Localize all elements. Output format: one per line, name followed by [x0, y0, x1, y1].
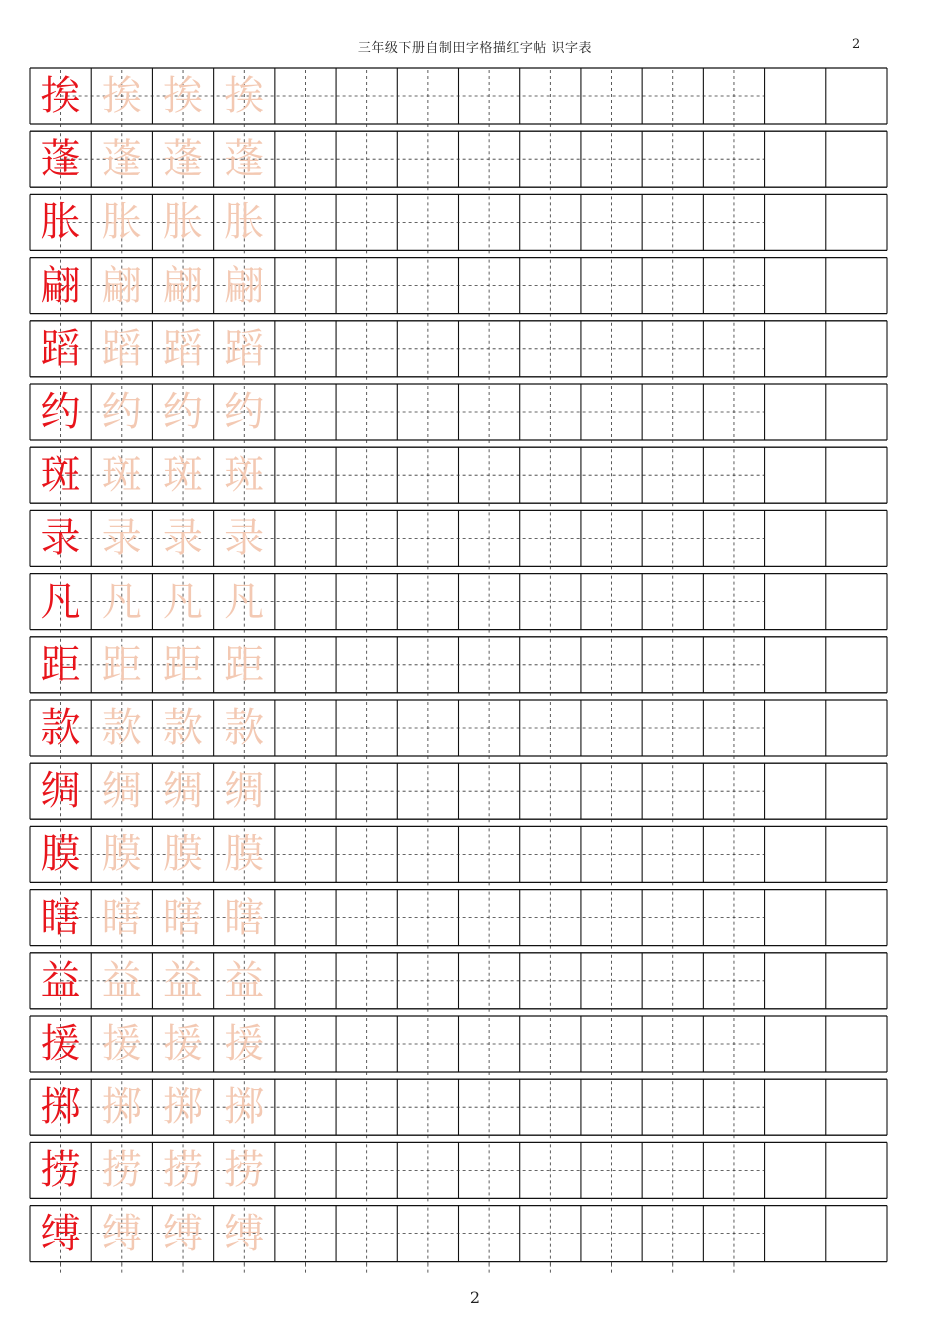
trace-character: 援: [101, 1021, 142, 1067]
trace-character: 蓬: [224, 136, 265, 183]
trace-character: 录: [224, 515, 265, 562]
worksheet-title: 三年级下册自制田字格描红字帖 识字表: [357, 41, 593, 56]
main-character: 挨: [40, 73, 81, 119]
trace-character: 蹈: [162, 325, 203, 372]
trace-character: 蓬: [101, 136, 142, 183]
trace-character: 录: [162, 515, 203, 562]
trace-character: 益: [224, 957, 265, 1004]
trace-character: 款: [224, 705, 265, 751]
trace-character: 款: [101, 705, 142, 751]
main-character: 凡: [40, 578, 81, 625]
trace-character: 膜: [101, 831, 142, 878]
main-character: 捞: [40, 1147, 81, 1194]
trace-character: 翩: [224, 262, 265, 309]
trace-character: 距: [224, 641, 265, 688]
main-character: 录: [40, 515, 81, 562]
trace-character: 挨: [101, 73, 142, 119]
footer-page-number: 2: [469, 1288, 481, 1307]
main-character: 掷: [40, 1084, 81, 1131]
trace-character: 翩: [101, 262, 142, 309]
main-character: 绸: [40, 768, 81, 815]
trace-character: 蹈: [101, 325, 142, 372]
main-character: 缚: [40, 1210, 81, 1257]
trace-character: 捞: [224, 1147, 265, 1194]
trace-character: 掷: [101, 1084, 142, 1131]
trace-character: 凡: [101, 578, 142, 625]
trace-character: 瞎: [224, 894, 265, 941]
trace-character: 胀: [224, 199, 265, 246]
trace-character: 凡: [224, 578, 265, 625]
trace-character: 款: [162, 705, 203, 751]
trace-character: 斑: [162, 452, 203, 499]
trace-character: 胀: [162, 199, 203, 246]
trace-character: 距: [162, 641, 203, 688]
header-page-number: 2: [852, 37, 861, 52]
trace-character: 掷: [162, 1084, 203, 1131]
trace-character: 绸: [162, 768, 203, 815]
main-character: 蹈: [40, 325, 81, 372]
trace-character: 挨: [224, 73, 265, 119]
trace-character: 缚: [224, 1210, 265, 1257]
trace-character: 约: [162, 389, 203, 435]
trace-character: 膜: [162, 831, 203, 878]
trace-character: 翩: [162, 262, 203, 309]
main-character: 援: [40, 1021, 81, 1067]
trace-character: 捞: [101, 1147, 142, 1194]
trace-character: 凡: [162, 578, 203, 625]
main-character: 翩: [40, 262, 81, 309]
trace-character: 援: [224, 1021, 265, 1067]
trace-character: 蓬: [162, 136, 203, 183]
main-character: 款: [40, 705, 81, 751]
trace-character: 绸: [224, 768, 265, 815]
main-character: 约: [40, 389, 81, 435]
main-character: 益: [40, 957, 81, 1004]
trace-character: 斑: [224, 452, 265, 499]
main-character: 距: [40, 641, 81, 688]
trace-character: 掷: [224, 1084, 265, 1131]
trace-character: 约: [224, 389, 265, 435]
trace-character: 约: [101, 389, 142, 435]
main-character: 胀: [40, 199, 81, 246]
trace-character: 缚: [101, 1210, 142, 1257]
main-character: 瞎: [40, 894, 81, 941]
main-character: 膜: [40, 831, 81, 878]
trace-character: 瞎: [101, 894, 142, 941]
main-character: 斑: [40, 452, 81, 499]
trace-character: 录: [101, 515, 142, 562]
trace-character: 益: [101, 957, 142, 1004]
trace-character: 捞: [162, 1147, 203, 1194]
trace-character: 胀: [101, 199, 142, 246]
trace-character: 蹈: [224, 325, 265, 372]
trace-character: 瞎: [162, 894, 203, 941]
trace-character: 膜: [224, 831, 265, 878]
trace-character: 挨: [162, 73, 203, 119]
trace-character: 益: [162, 957, 203, 1004]
trace-character: 援: [162, 1021, 203, 1067]
trace-character: 缚: [162, 1210, 203, 1257]
trace-character: 距: [101, 641, 142, 688]
main-character: 蓬: [40, 136, 81, 183]
trace-character: 斑: [101, 452, 142, 499]
trace-character: 绸: [101, 768, 142, 815]
